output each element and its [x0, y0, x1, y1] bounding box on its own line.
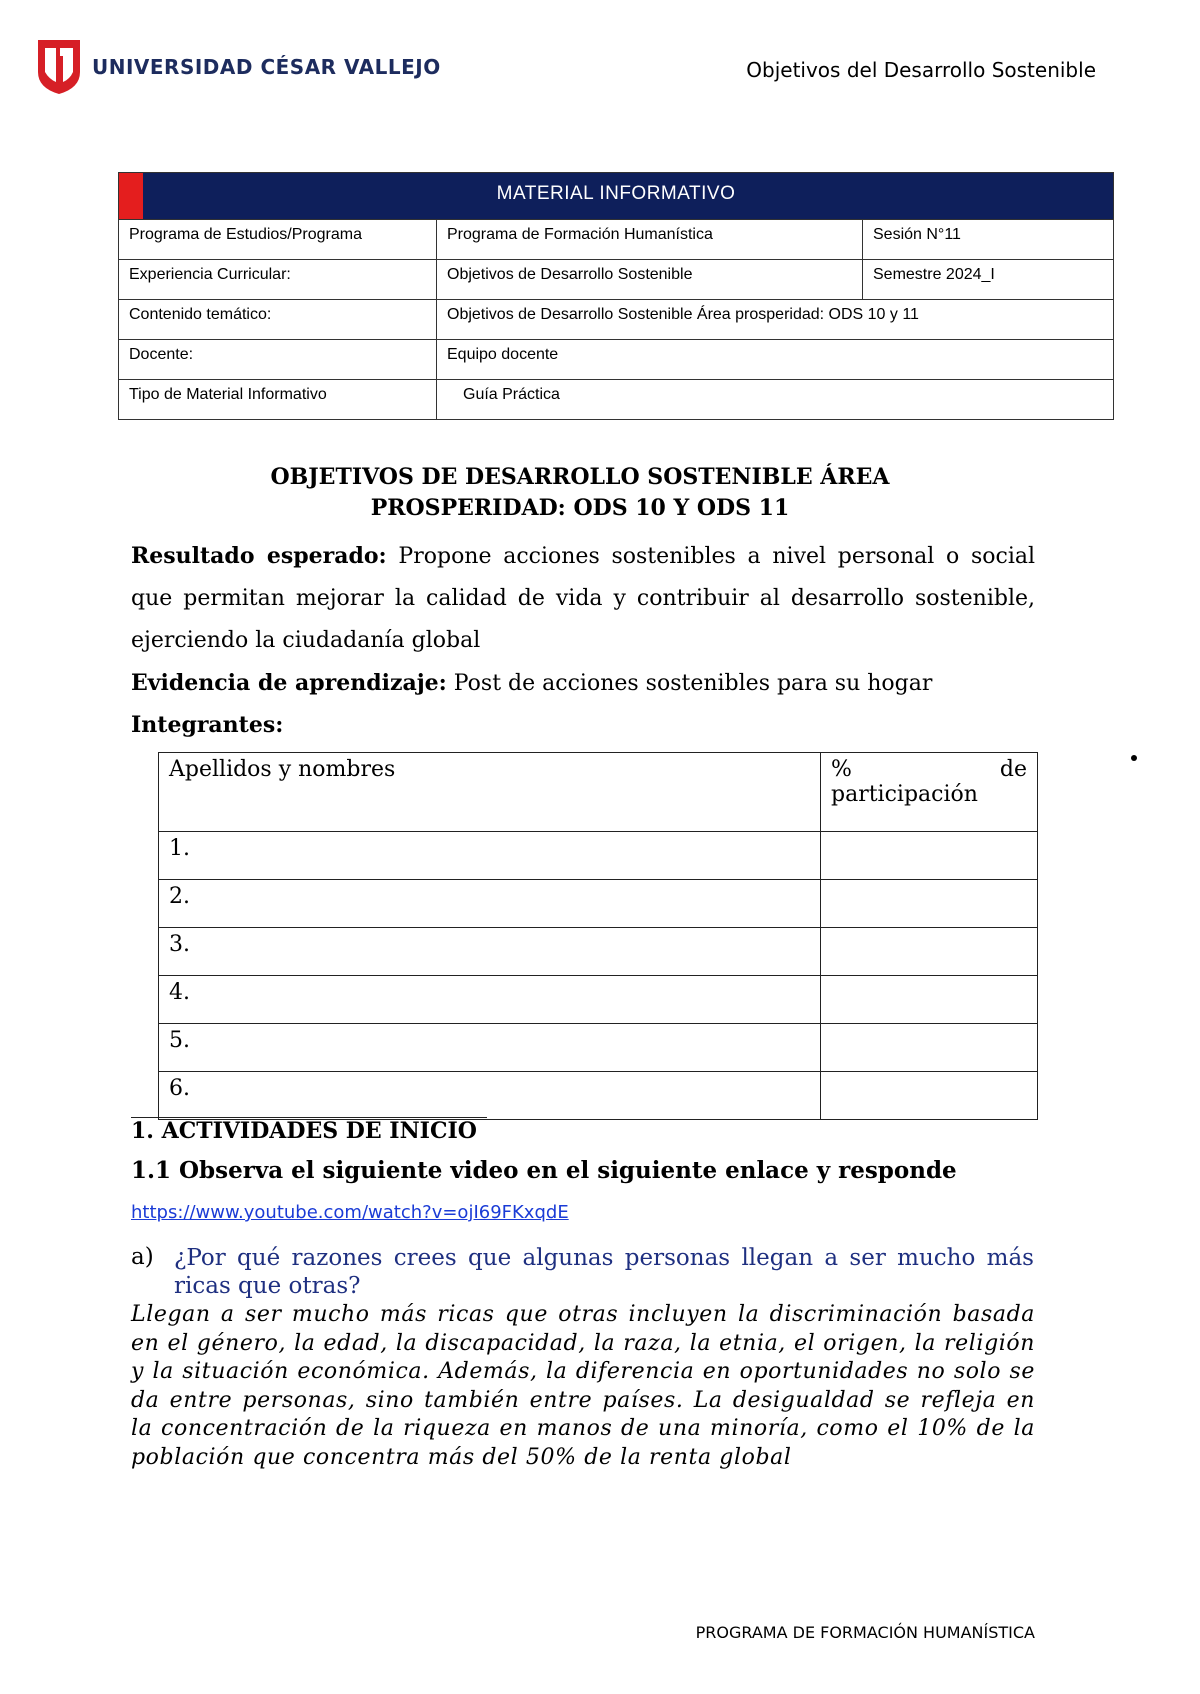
- info-cell: Guía Práctica: [437, 380, 1114, 420]
- question-a-label: a): [131, 1244, 154, 1270]
- evidencia-label: Evidencia de aprendizaje:: [131, 670, 447, 696]
- member-name-cell[interactable]: 6.: [159, 1072, 821, 1120]
- resultado-esperado: [131, 535, 1035, 662]
- members-col-pct: [821, 753, 1038, 832]
- info-cell: Semestre 2024_I: [863, 260, 1114, 300]
- university-logo: [36, 38, 441, 96]
- header-course-title: Objetivos del Desarrollo Sostenible: [746, 58, 1096, 82]
- member-pct-cell[interactable]: [821, 832, 1038, 880]
- member-pct-cell[interactable]: [821, 976, 1038, 1024]
- ucv-shield-icon: [36, 38, 82, 96]
- info-cell: Contenido temático:: [119, 300, 437, 340]
- section-1-1-heading: 1.1 Observa el siguiente video en el siguiente enlace y responde: [131, 1157, 957, 1184]
- member-name-cell[interactable]: 4.: [159, 976, 821, 1024]
- info-cell: Equipo docente: [437, 340, 1114, 380]
- info-cell: Tipo de Material Informativo: [119, 380, 437, 420]
- info-table: [118, 172, 1114, 420]
- member-name-cell[interactable]: 3.: [159, 928, 821, 976]
- resultado-label: Resultado esperado:: [131, 543, 387, 569]
- question-a-text: ¿Por qué razones crees que algunas personas llegan a ser mucho más ricas que otras?: [174, 1245, 1034, 1299]
- member-pct-cell[interactable]: [821, 880, 1038, 928]
- info-table-title: [119, 173, 1114, 220]
- integrantes-label: Integrantes:: [131, 712, 284, 738]
- pct-de: de: [999, 757, 1027, 782]
- member-name-cell[interactable]: 1.: [159, 832, 821, 880]
- red-accent-mark: [119, 173, 143, 219]
- members-col-names: Apellidos y nombres: [159, 753, 821, 832]
- info-cell: Docente:: [119, 340, 437, 380]
- material-informativo-label: MATERIAL INFORMATIVO: [496, 183, 736, 204]
- info-cell: Experiencia Curricular:: [119, 260, 437, 300]
- pct-participacion: participación: [831, 782, 978, 807]
- pct-symbol: %: [831, 757, 852, 782]
- question-a-answer: Llegan a ser mucho más ricas que otras incluyen la discriminación basada en el género, la edad, la discapacidad, la raza, la etnia, el origen, la religión y la situación económica. Además, la diferencia en oportunidades no solo se da entre personas, sino también entre países. La desigualdad se refleja en la concentración de la riqueza en manos de una minoría, como el 10% de la población que concentra más del 50% de la renta global: [131, 1302, 1035, 1470]
- member-name-cell[interactable]: 5.: [159, 1024, 821, 1072]
- info-cell: Programa de Formación Humanística: [437, 220, 863, 260]
- evidencia-text: Post de acciones sostenibles para su hogar: [446, 671, 933, 696]
- resultado-text: Propone acciones sostenibles a nivel personal o social que permitan mejorar la calidad de vida y contribuir al desarrollo sostenible, ejerciendo la ciudadanía global: [131, 544, 1036, 653]
- info-cell: Objetivos de Desarrollo Sostenible: [437, 260, 863, 300]
- member-pct-cell[interactable]: [821, 1024, 1038, 1072]
- info-cell: Programa de Estudios/Programa: [119, 220, 437, 260]
- document-title: [130, 462, 1030, 524]
- info-cell: Sesión N°11: [863, 220, 1114, 260]
- info-cell: Objetivos de Desarrollo Sostenible Área prosperidad: ODS 10 y 11: [437, 300, 1114, 340]
- members-table: [158, 752, 1038, 1120]
- evidencia-aprendizaje: [131, 665, 1035, 702]
- youtube-video-link[interactable]: https://www.youtube.com/watch?v=ojI69FKxqdE: [131, 1202, 569, 1223]
- member-pct-cell[interactable]: [821, 928, 1038, 976]
- member-pct-cell[interactable]: [821, 1072, 1038, 1120]
- title-line-1: OBJETIVOS DE DESARROLLO SOSTENIBLE ÁREA: [270, 464, 890, 490]
- footer-program: PROGRAMA DE FORMACIÓN HUMANÍSTICA: [695, 1623, 1035, 1642]
- bullet-dot: [1131, 755, 1137, 761]
- university-name: UNIVERSIDAD CÉSAR VALLEJO: [92, 55, 441, 79]
- section-1-heading: 1. ACTIVIDADES DE INICIO: [131, 1117, 487, 1144]
- title-line-2: PROSPERIDAD: ODS 10 Y ODS 11: [370, 495, 790, 521]
- member-name-cell[interactable]: 2.: [159, 880, 821, 928]
